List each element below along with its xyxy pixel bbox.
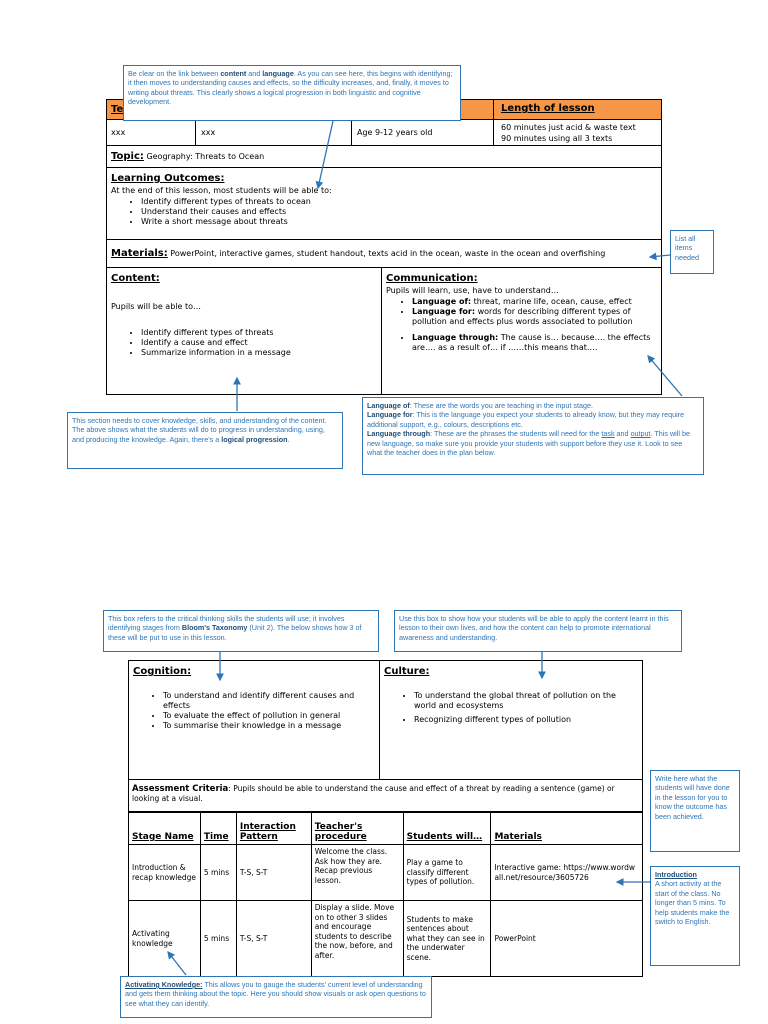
list-item: • To understand and identify different causes and effects — [163, 691, 369, 711]
content-intro: Pupils will be able to… — [111, 302, 201, 311]
callout-language-note: Language of: These are the words you are teaching in the input stage. Language for: This is the language you expect your students to already know, but they may require additional support, e.g., colours, descriptions etc. Language through: These are the phrases the students will need for the task and output. This will be new language, so make sure you provide your students with support before they use it. Look to see what the teacher does in the plan below. — [362, 397, 704, 475]
header-length-of-lesson: Length of lesson — [501, 103, 595, 114]
teacher-name: xxx — [111, 128, 126, 137]
list-item: • To evaluate the effect of pollution in general — [163, 711, 369, 721]
header-teacher-label: Te — [111, 104, 124, 115]
culture-list — [380, 691, 635, 725]
culture-label: Culture: — [384, 666, 430, 677]
materials-value: PowerPoint, interactive games, student handout, texts acid in the ocean, waste in the ocean and overfishing — [170, 249, 606, 258]
class-name: xxx — [201, 128, 216, 137]
cognition-culture-table — [128, 660, 643, 812]
content-label: Content: — [111, 273, 160, 284]
topic-value: Geography: Threats to Ocean — [146, 152, 265, 161]
length-60: 60 minutes just acid & waste text — [501, 123, 636, 132]
culture-section — [380, 661, 642, 779]
communication-label: Communication: — [386, 273, 478, 284]
list-item: • Understand their causes and effects — [141, 207, 311, 217]
materials-label: Materials: — [111, 248, 168, 259]
info-row — [107, 120, 661, 146]
cognition-list — [129, 691, 369, 731]
cognition-label: Cognition: — [133, 666, 192, 677]
list-item: • To summarise their knowledge in a message — [163, 721, 369, 731]
communication-intro: Pupils will learn, use, have to understand… — [386, 286, 559, 295]
list-item: • To understand the global threat of pollution on the world and ecosystems — [414, 691, 635, 711]
teacher-cell: Display a slide. Move on to other 3 slides and encourage students to describe the now, before, and after. — [311, 901, 403, 977]
callout-content-language: Be clear on the link between content and language. As you can see here, this begins with identifying; it then moves to understanding causes and effects, so the difficulty increases, and, finally, it moves to writing about threats. This clearly shows a logical progression in both linguistic and cognitive development. — [123, 65, 461, 121]
content-list — [107, 328, 291, 358]
list-item: • Summarize information in a message — [141, 348, 291, 358]
assessment-text: : Pupils should be able to understand the cause and effect of a threat by reading a sentence (game) or looking at a visual. — [132, 784, 615, 803]
list-item: • Language of: threat, marine life, ocean, cause, effect — [412, 297, 654, 307]
table-row — [129, 901, 643, 977]
column-header: Teacher's procedure — [311, 813, 403, 845]
column-header: Stage Name — [129, 813, 201, 845]
list-item: • Identify different types of threats — [141, 328, 291, 338]
time-cell: 5 mins — [200, 845, 236, 901]
communication-section — [382, 268, 661, 394]
age-range: Age 9-12 years old — [357, 128, 433, 137]
callout-list-items: List all items needed — [670, 230, 714, 274]
stage-cell: Introduction & recap knowledge — [129, 845, 201, 901]
callout-activating-note: Activating Knowledge: This allows you to gauge the students' current level of understanding and gets them thinking about the topic. Here you should show visuals or ask open questions to see what they can identify. — [120, 976, 432, 1018]
teacher-cell: Welcome the class. Ask how they are. Recap previous lesson. — [311, 845, 403, 901]
callout-culture-note: Use this box to show how your students will be able to apply the content learnt in this lesson to their own lives, and how the content can help to promote international awareness and understanding. — [394, 610, 682, 652]
list-item: • Language through: The cause is… because…. the effects are…. as a result of… if ……this means that…. — [412, 333, 654, 353]
callout-intro-note: Introduction A short activity at the start of the class. No longer than 5 mins. To help students make the switch to English. — [650, 866, 740, 966]
materials-row — [107, 240, 661, 268]
column-header: Time — [200, 813, 236, 845]
lesson-plan-table — [128, 812, 643, 977]
list-item: • Identify different types of threats to ocean — [141, 197, 311, 207]
list-item: • Language for: words for describing different types of pollution and effects plus words associated to pollution — [412, 307, 654, 327]
list-item: • Recognizing different types of pollution — [414, 715, 635, 725]
students-cell: Students to make sentences about what they can see in the underwater scene. — [403, 901, 491, 977]
materials-cell: PowerPoint — [491, 901, 643, 977]
callout-cognition-note: This box refers to the critical thinking skills the students will use; it involves identifying stages from Bloom's Taxonomy (Unit 2). The below shows how 3 of these will be put to use in this lesson. — [103, 610, 379, 652]
assessment-row — [129, 779, 642, 811]
communication-list — [382, 297, 654, 353]
pattern-cell: T-S, S-T — [236, 901, 311, 977]
learning-outcomes-intro: At the end of this lesson, most students will be able to: — [111, 186, 332, 195]
learning-outcomes-list — [107, 197, 311, 227]
content-section — [107, 268, 381, 394]
callout-assessment-note: Write here what the students will have done in the lesson for you to know the outcome has been achieved. — [650, 770, 740, 852]
length-90: 90 minutes using all 3 texts — [501, 134, 613, 143]
column-header: Students will… — [403, 813, 491, 845]
learning-outcomes-section — [107, 168, 661, 240]
assessment-label: Assessment Criteria — [132, 784, 229, 794]
cognition-section — [129, 661, 379, 779]
time-cell: 5 mins — [200, 901, 236, 977]
stage-cell: Activating knowledge — [129, 901, 201, 977]
list-item: • Write a short message about threats — [141, 217, 311, 227]
callout-content-section: This section needs to cover knowledge, skills, and understanding of the content. The above shows what the students will do to progress in understanding, using, and producing the knowledge. Again, there's a logical progression. — [67, 412, 343, 469]
materials-cell: Interactive game: https://www.wordwall.net/resource/3605726 — [491, 845, 643, 901]
column-header: Materials — [491, 813, 643, 845]
table-row — [129, 845, 643, 901]
pattern-cell: T-S, S-T — [236, 845, 311, 901]
table-header-row — [129, 813, 643, 845]
students-cell: Play a game to classify different types of pollution. — [403, 845, 491, 901]
topic-row — [107, 146, 661, 168]
learning-outcomes-label: Learning Outcomes: — [111, 173, 225, 184]
list-item: • Identify a cause and effect — [141, 338, 291, 348]
lesson-overview-table — [106, 99, 662, 395]
column-header: Interaction Pattern — [236, 813, 311, 845]
topic-label: Topic: — [111, 151, 144, 162]
